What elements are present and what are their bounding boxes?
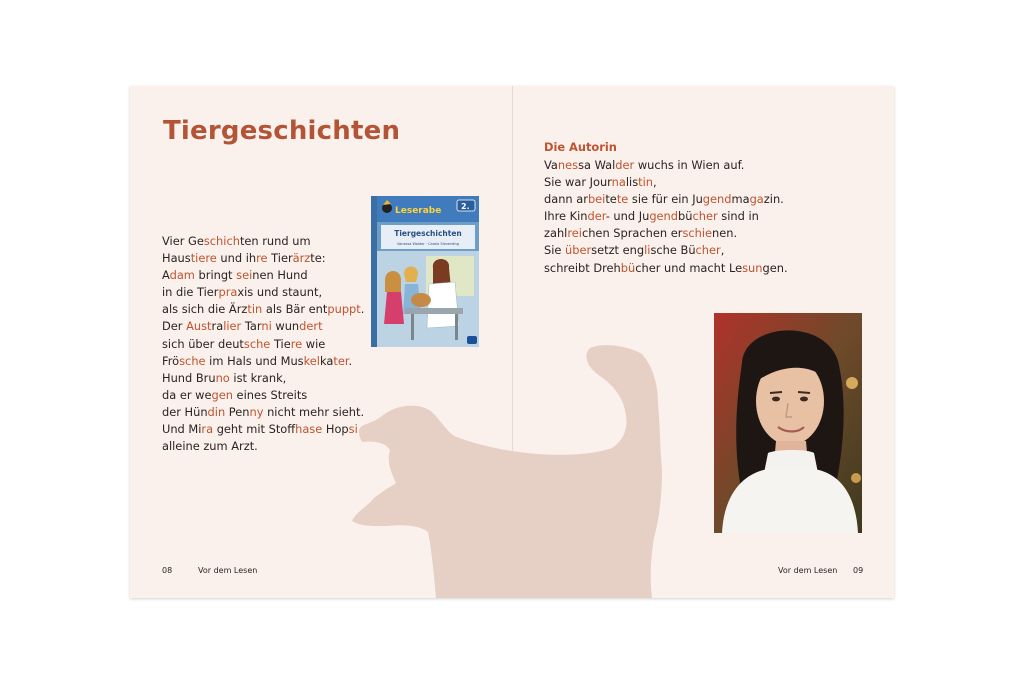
cover-authors: Vanessa Walder · Carola Sieverding [397, 242, 459, 246]
highlighted-syllable: tin [247, 302, 263, 317]
highlighted-syllable: gend [702, 192, 732, 207]
right-page-number: 09 [853, 566, 864, 575]
highlighted-syllable: ärz [292, 251, 311, 266]
highlighted-syllable: re [256, 251, 268, 266]
text-segment: wun [271, 319, 300, 334]
summary-line [162, 421, 364, 438]
highlighted-syllable: ter [333, 353, 349, 368]
highlighted-syllable: Aust [186, 319, 212, 334]
text-segment: ist krank, [229, 370, 287, 385]
bio-line [544, 174, 788, 191]
highlighted-syllable: bei [587, 192, 606, 207]
right-footer-label: Vor dem Lesen [778, 566, 838, 575]
bio-line [544, 157, 788, 174]
text-segment: . [348, 353, 353, 368]
bio-line [544, 208, 788, 225]
text-segment: sa Wal [578, 158, 616, 172]
highlighted-syllable: na [611, 175, 626, 190]
cover-brand: Leserabe [395, 206, 442, 216]
story-summary-text [162, 233, 364, 455]
text-segment: wie [302, 336, 326, 351]
author-portrait [714, 313, 862, 533]
summary-line [162, 233, 364, 250]
highlighted-syllable: sche [179, 353, 206, 368]
summary-line [162, 336, 364, 353]
text-segment: bü [678, 209, 693, 224]
highlighted-syllable: pra [218, 285, 238, 300]
highlighted-syllable: bü [620, 260, 636, 275]
summary-line [162, 387, 364, 404]
highlighted-syllable: no [215, 370, 230, 385]
cover-title: Tiergeschichten [394, 229, 462, 238]
highlighted-syllable: hase [295, 422, 323, 437]
summary-line [162, 267, 364, 284]
text-segment: nen. [712, 226, 738, 241]
text-segment: schreibt Dreh [544, 260, 621, 275]
text-segment: Va [544, 158, 558, 172]
highlighted-syllable: cher [695, 243, 721, 258]
text-segment: sche Bü [650, 243, 696, 258]
text-segment: sie für ein Ju [628, 192, 703, 207]
highlighted-syllable: din [207, 404, 226, 419]
bio-line [544, 242, 788, 259]
highlighted-syllable: sei [236, 268, 253, 283]
text-segment: Ihre Kin [544, 209, 588, 224]
summary-line [162, 284, 364, 301]
text-segment: te [605, 192, 617, 207]
highlighted-syllable: ni [261, 319, 272, 334]
text-segment: Tier [267, 251, 293, 266]
highlighted-syllable: si [348, 422, 358, 437]
book-cover-image [371, 196, 479, 347]
summary-line [162, 353, 364, 370]
text-segment: gen. [762, 260, 788, 275]
summary-line [162, 318, 364, 335]
bio-line [544, 260, 788, 277]
highlighted-syllable: dert [299, 319, 323, 334]
text-segment: bringt [194, 268, 237, 283]
bio-line [544, 225, 788, 242]
text-segment: als sich die Ärz [162, 302, 248, 317]
text-segment: Der [162, 319, 187, 334]
text-segment: sind in [717, 209, 759, 224]
text-segment: chen Sprachen er [581, 226, 683, 241]
text-segment: der Hün [162, 404, 208, 419]
text-segment: ten rund um [239, 234, 311, 248]
text-segment: ra [211, 319, 224, 334]
summary-line [162, 404, 364, 421]
text-segment: cher und macht Le [635, 260, 743, 275]
text-segment: in die Tier [162, 285, 219, 300]
author-heading: Die Autorin [544, 140, 617, 154]
text-segment: A [162, 268, 170, 283]
highlighted-syllable: cher [692, 209, 718, 224]
text-segment: Sie [544, 243, 566, 258]
left-footer-label: Vor dem Lesen [198, 566, 258, 575]
cover-level: 2. [461, 202, 470, 211]
highlighted-syllable: der [587, 209, 606, 224]
highlighted-syllable: te [616, 192, 629, 207]
text-segment: nicht mehr sieht. [263, 404, 365, 419]
page-title: Tiergeschichten [163, 116, 401, 146]
text-segment: Haus [162, 251, 191, 266]
highlighted-syllable: schie [682, 226, 713, 241]
text-segment: ka [319, 353, 334, 368]
highlighted-syllable: über [565, 243, 592, 258]
text-segment: , [720, 243, 725, 258]
book-spread [130, 86, 894, 598]
text-segment: ma [731, 192, 750, 207]
text-segment: Sie war Jour [544, 175, 612, 190]
text-segment: Und Mi [162, 422, 202, 437]
text-segment: geht mit Stoff [213, 422, 296, 437]
text-segment: setzt eng [591, 243, 645, 258]
summary-line [162, 438, 364, 455]
text-segment: nen Hund [252, 268, 308, 283]
highlighted-syllable: ga [749, 192, 764, 207]
text-segment: Vier Ge [162, 234, 204, 248]
highlighted-syllable: lier [223, 319, 242, 334]
text-segment: xis und staunt, [237, 285, 323, 300]
highlighted-syllable: li [644, 243, 651, 258]
highlighted-syllable: rei [567, 226, 582, 241]
highlighted-syllable: der [615, 158, 635, 172]
highlighted-syllable: nes [557, 158, 579, 172]
highlighted-syllable: gen [211, 387, 233, 402]
text-segment: eines Streits [232, 387, 308, 402]
text-segment: alleine zum Arzt. [162, 439, 258, 454]
text-segment: wuchs in Wien auf. [634, 158, 745, 172]
text-segment: - und Ju [605, 209, 650, 224]
text-segment: te: [310, 251, 326, 266]
bio-line [544, 191, 788, 208]
text-segment: Tie [270, 336, 291, 351]
highlighted-syllable: ra [201, 422, 214, 437]
highlighted-syllable: schich [203, 234, 240, 248]
text-segment: zahl [544, 226, 568, 241]
highlighted-syllable: re [290, 336, 303, 351]
author-bio-text [544, 157, 788, 277]
highlighted-syllable: kel [303, 353, 320, 368]
highlighted-syllable: tiere [190, 251, 217, 266]
highlighted-syllable: puppt [327, 302, 361, 317]
highlighted-syllable: sche [243, 336, 271, 351]
summary-line [162, 370, 364, 387]
text-segment: Frö [162, 353, 180, 368]
highlighted-syllable: ny [249, 404, 264, 419]
text-segment: und ih [216, 251, 257, 266]
text-segment: sich über deut [162, 336, 244, 351]
highlighted-syllable: tin [638, 175, 653, 190]
text-segment: Hund Bru [162, 370, 216, 385]
text-segment: Pen [225, 404, 250, 419]
text-segment: Tar [241, 319, 262, 334]
text-segment: . [360, 302, 365, 317]
text-segment: im Hals und Mus [205, 353, 304, 368]
highlighted-syllable: gend [649, 209, 679, 224]
left-page-number: 08 [162, 566, 173, 575]
summary-line [162, 250, 364, 267]
highlighted-syllable: dam [169, 268, 195, 283]
text-segment: Hop [322, 422, 349, 437]
text-segment: zin. [763, 192, 784, 207]
summary-line [162, 301, 364, 318]
highlighted-syllable: sun [742, 260, 763, 275]
text-segment: da er we [162, 387, 212, 402]
text-segment: lis [625, 175, 639, 190]
text-segment: als Bär ent [262, 302, 328, 317]
text-segment: , [652, 175, 657, 190]
text-segment: dann ar [544, 192, 588, 207]
